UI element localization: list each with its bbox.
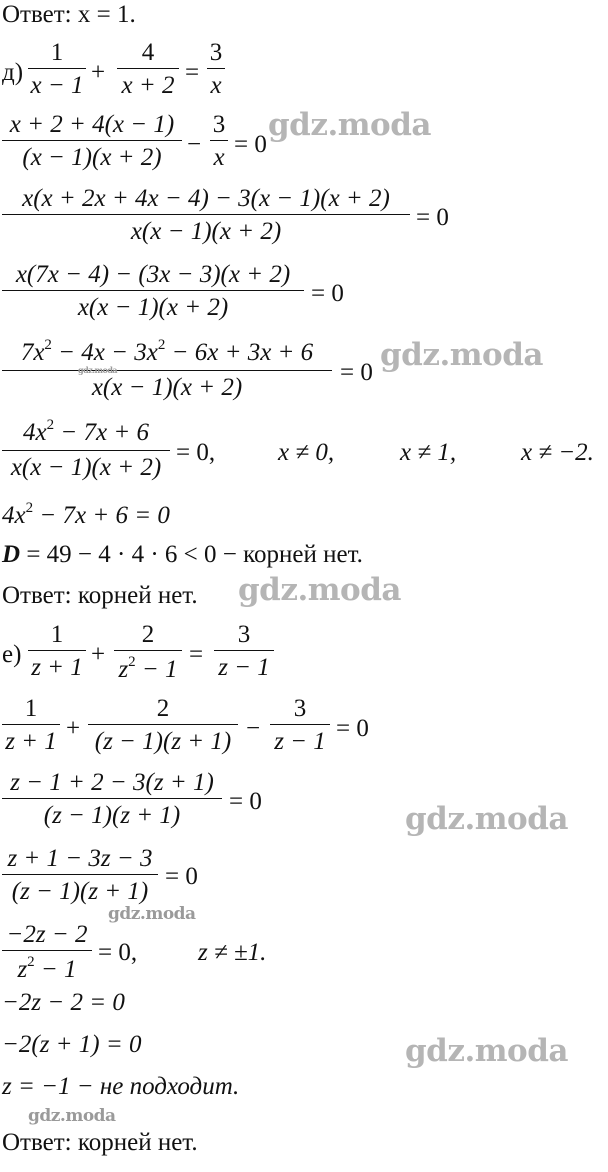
e-step3-tail: = 0 xyxy=(165,863,198,890)
e-step7-result: z = −1 − не подходит. xyxy=(2,1073,240,1100)
part-d-label: д) xyxy=(2,59,24,86)
d-eq-equals: = xyxy=(185,59,200,86)
e-eq-plus: + xyxy=(91,641,106,668)
answer-no-roots-e: Ответ: корней нет. xyxy=(2,1129,198,1156)
d-step2-fraction: x(x + 2x + 4x − 4) − 3(x − 1)(x + 2) x(x − 1)(x + 2) xyxy=(2,186,410,244)
e-step1-fraction-3: 3 z − 1 xyxy=(270,696,330,754)
d-step6-equation: $4x^2 - 7x + 6 = 0$ xyxy=(2,500,170,529)
d-step3-tail: = 0 xyxy=(311,280,344,307)
e-step5-equation: −2z − 2 = 0 xyxy=(2,989,125,1016)
e-step6-equation: −2(z + 1) = 0 xyxy=(2,1031,142,1058)
watermark-logo: gdz.moda xyxy=(405,1033,568,1069)
d-step1-minus: − xyxy=(187,131,202,158)
e-eq-equals: = xyxy=(189,641,204,668)
d-cond-x-ne-0: x ≠ 0, xyxy=(278,439,335,466)
e-eq-fraction-2: 2 $z^2 - 1$ xyxy=(114,622,182,682)
answer-x-equals-1: Ответ: x = 1. xyxy=(2,1,136,28)
d-eq-fraction-2: 4 x + 2 xyxy=(117,40,179,98)
d-step4-tail: = 0 xyxy=(340,359,373,386)
d-eq-fraction-3: 3 x xyxy=(207,40,225,98)
d-eq-plus: + xyxy=(91,59,106,86)
e-eq-fraction-1: 1 z + 1 xyxy=(28,622,86,680)
watermark-logo: gdz.moda xyxy=(238,572,401,608)
part-e-label: е) xyxy=(2,641,22,668)
e-step1-minus: − xyxy=(246,715,261,742)
e-step4-fraction: −2z − 2 $z^2 - 1$ xyxy=(2,922,92,982)
d-eq-fraction-1: 1 x − 1 xyxy=(28,40,86,98)
d-step3-fraction: x(7x − 4) − (3x − 3)(x + 2) x(x − 1)(x + 2) xyxy=(2,262,304,320)
d-step5-tail: = 0, xyxy=(176,439,216,466)
e-step3-fraction: z + 1 − 3z − 3 (z − 1)(z + 1) xyxy=(2,846,158,904)
d-step1-fraction: x + 2 + 4(x − 1) (x − 1)(x + 2) xyxy=(2,112,182,170)
watermark-logo: gdz.moda xyxy=(405,801,568,837)
e-step4-tail: = 0, xyxy=(98,939,138,966)
d-step2-tail: = 0 xyxy=(416,204,449,231)
d-discriminant: D = 49 − 4 · 4 · 6 < 0 − корней нет. xyxy=(2,541,363,568)
watermark-logo: gdz.moda xyxy=(28,1106,116,1126)
d-cond-x-ne-1: x ≠ 1, xyxy=(400,439,457,466)
d-step4-fraction: $7x^2 - 4x - 3x^2 - 6x + 3x + 6$ x(x − 1)(x + 2) xyxy=(2,340,332,398)
watermark-logo: gdz.moda xyxy=(78,365,118,375)
e-step1-plus: + xyxy=(66,715,81,742)
e-step1-fraction-1: 1 z + 1 xyxy=(2,696,60,754)
e-step2-tail: = 0 xyxy=(229,788,262,815)
e-step2-fraction: z − 1 + 2 − 3(z + 1) (z − 1)(z + 1) xyxy=(2,770,222,828)
d-step5-fraction: $4x^2 - 7x + 6$ x(x − 1)(x + 2) xyxy=(2,420,170,478)
watermark-logo: gdz.moda xyxy=(268,107,431,143)
e-cond-z-ne-pm1: z ≠ ±1. xyxy=(198,939,267,966)
e-eq-fraction-3: 3 z − 1 xyxy=(214,622,274,680)
e-step1-fraction-2: 2 (z − 1)(z + 1) xyxy=(88,696,238,754)
d-step1-fraction-b: 3 x xyxy=(210,112,228,170)
e-step1-tail: = 0 xyxy=(336,715,369,742)
watermark-logo: gdz.moda xyxy=(380,337,543,373)
watermark-logo: gdz.moda xyxy=(108,904,196,924)
answer-no-roots-d: Ответ: корней нет. xyxy=(2,582,198,609)
d-cond-x-ne-minus-2: x ≠ −2. xyxy=(521,439,594,466)
d-step1-tail: = 0 xyxy=(234,131,267,158)
